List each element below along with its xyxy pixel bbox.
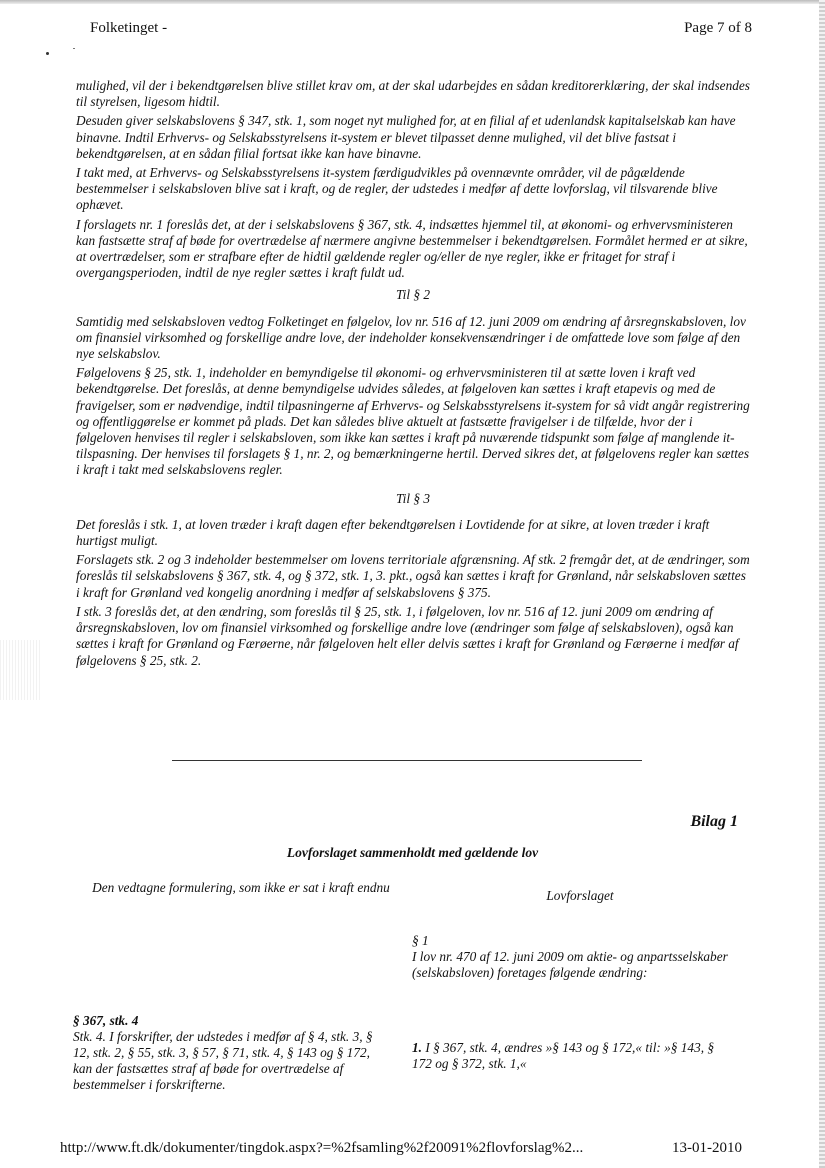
main-text [76,78,750,672]
column-heading-bill: Lovforslaget [546,888,614,903]
change-number: 1. [412,1040,422,1055]
paragraph: Forslagets stk. 2 og 3 indeholder bestemmelser om lovens territoriale afgrænsning. Af stk. 2 fremgår det, at de ændringer, som foreslås til selskabslovens § 367, stk. 4, og § 372, stk. 1, 3. pkt., også kan sættes i kraft for Grønland, når selskabsloven sættes i kraft for Grønland ved kongelig anordning i medfør af selskabslovens § 375. [76,552,750,600]
scan-noise [0,640,40,700]
appendix-label: Bilag 1 [690,813,738,830]
section-heading: Til § 2 [396,287,430,303]
column-heading-current-law: Den vedtagne formulering, som ikke er sat i kraft endnu [92,880,390,895]
page-header-title: Folketinget - [90,20,168,36]
footer-date: 13-01-2010 [672,1140,742,1156]
paragraph: Desuden giver selskabslovens § 347, stk. 1, som noget nyt mulighed for, at en filial af et udenlandsk kapitalselskab kan have binavne. Indtil Erhvervs- og Selskabsstyrelsens it-system er blevet tilpasset denne mulighed, vil det blive fastsat i bekendtgørelsen, at en sådan filial fortsat ikke kan have binavne. [76,113,736,161]
scan-speck [46,52,49,55]
comparison-title: Lovforslaget sammenholdt med gældende lov [286,845,539,860]
paragraph: Samtidig med selskabsloven vedtog Folketinget en følgelov, lov nr. 516 af 12. juni 2009 om ændring af årsregnskabsloven, lov om finansiel virksomhed og forskellige andre love, der indeholder konsekvensændringer i de omfattede love som følge af den nye selskabslov. [76,313,746,362]
paragraph: Følgelovens § 25, stk. 1, indeholder en bemyndigelse til økonomi- og erhvervsministeren til at sætte loven i kraft ved bekendtgørelse. Det foreslås, at denne bemyndigelse udvides således, at følgeloven kan sættes i kraft etapevis og med de fravigelser, som er nødvendige, indtil tilpasningerne af Erhvervs- og Selskabsstyrelsens it-system for så vidt angår registrering og offentliggørelse er kommet på plads. Det kan således blive aktuelt at fastsætte fravigelser i de tilfælde, hvor der i følgeloven henvises til regler i selskabsloven, som ikke kan sættes i kraft på nuværende tidspunkt som følge af manglende it-tilspasning. Der henvises til forslagets § 1, nr. 2, og bemærkningerne hertil. Derved sikres det, at følgelovens regler kan sættes i kraft i takt med selskabslovens regler. [76,365,750,478]
footer-url: http://www.ft.dk/dokumenter/tingdok.aspx?=%2fsamling%2f20091%2flovforslag%2... [60,1140,584,1156]
page-number: Page 7 of 8 [684,20,752,36]
bill-intro-text: I lov nr. 470 af 12. juni 2009 om aktie- og anpartsselskaber (selskabsloven) foretages følgende ændring: [412,949,728,980]
change-text: I § 367, stk. 4, ændres »§ 143 og § 172,« til: »§ 143, § 172 og § 372, stk. 1,« [412,1040,715,1071]
provision-text: Stk. 4. I forskrifter, der udstedes i medfør af § 4, stk. 3, § 12, stk. 2, § 55, stk. 3, § 57, § 71, stk. 4, § 143 og § 172, kan der fastsættes straf af bøde for overtrædelse af bestemmelser i forskrifterne. [73,1029,373,1092]
paragraph: Det foreslås i stk. 1, at loven træder i kraft dagen efter bekendtgørelsen i Lovtidende for at sikre, at loven træder i kraft hurtigst muligt. [76,516,710,549]
paragraph: mulighed, vil der i bekendtgørelsen blive stillet krav om, at der skal udarbejdes en sådan kreditorerklæring, der skal indsendes til styrelsen, ligesom hidtil. [76,78,750,110]
current-law-provision [73,1013,373,1093]
bill-section-number: § 1 [412,933,429,948]
scan-edge-right [819,0,825,1168]
scan-speck [73,48,75,49]
scan-edge-top [0,0,825,4]
bill-intro [412,933,732,981]
section-divider [172,760,642,761]
bill-change [412,1040,732,1072]
paragraph: I takt med, at Erhvervs- og Selskabsstyrelsens it-system færdigudvikles på ovennævnte områder, vil de pågældende bestemmelser i selskabsloven blive sat i kraft, og de regler, der udstedes i medfør af dette lovforslag, vil tilsvarende blive ophævet. [76,165,718,213]
section-heading: Til § 3 [396,490,430,506]
paragraph: I forslagets nr. 1 foreslås det, at der i selskabslovens § 367, stk. 4, indsættes hjemmel til, at økonomi- og erhvervsministeren kan fastsætte straf af bøde for overtrædelse af nærmere angivne bestemmelser i bekendtgørelsen. Formålet hermed er at sikre, at overtrædelser, som er strafbare efter de hidtil gældende regler og/eller de nye regler, ikke er fritaget for straf i overgangsperioden, indtil de nye regler sættes i kraft fuldt ud. [76,216,748,281]
paragraph: I stk. 3 foreslås det, at den ændring, som foreslås til § 25, stk. 1, i følgeloven, lov nr. 516 af 12. juni 2009 om ændring af årsregnskabsloven, lov om finansiel virksomhed og forskellige andre love (ændringer som følge af selskabsloven), også kan sættes i kraft for Grønland og Færøerne, når følgeloven helt eller delvis sættes i kraft for Grønland og Færøerne i medfør af følgelovens § 25, stk. 2. [76,603,739,668]
provision-reference: § 367, stk. 4 [73,1013,139,1028]
